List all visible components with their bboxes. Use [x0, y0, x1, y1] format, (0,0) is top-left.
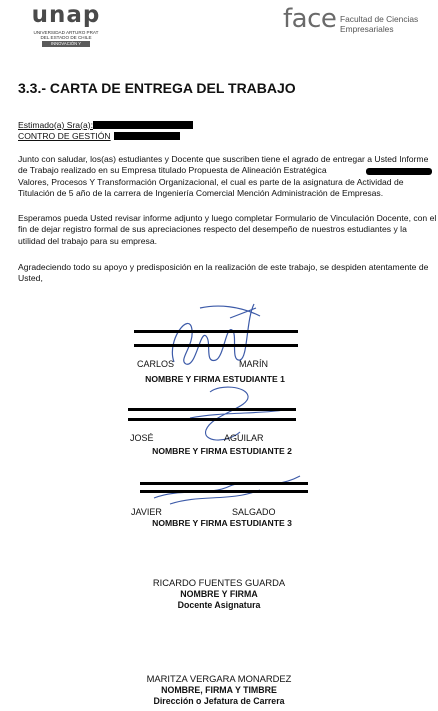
teacher-role: Docente Asignatura	[177, 600, 261, 610]
face-logo-subtitle-2: Empresariales	[340, 24, 394, 34]
student-2-first-name: JOSÉ	[130, 433, 154, 443]
paragraph-line: Junto con saludar, los(as) estudiantes y Docente que suscriben tiene el agrado de entregar a Usted Informe	[18, 154, 429, 164]
director-role: Dirección o Jefatura de Carrera	[153, 696, 285, 706]
paragraph-line: fin de dejar registro formal de sus apreciaciones respecto del desempeño de nuestros estudiantes y la	[18, 224, 407, 235]
paragraph-line: Titulación de 5 año de la carrera de Ingeniería Comercial Mención Administración de Empresas.	[18, 187, 384, 198]
redaction-bar	[134, 344, 298, 347]
student-3-label: NOMBRE Y FIRMA ESTUDIANTE 3	[152, 518, 292, 528]
student-2-label: NOMBRE Y FIRMA ESTUDIANTE 2	[152, 446, 292, 456]
student-1-label: NOMBRE Y FIRMA ESTUDIANTE 1	[145, 374, 285, 384]
paragraph-line: Usted,	[18, 273, 43, 284]
redaction-bar	[128, 408, 296, 411]
face-logo-subtitle-1: Facultad de Ciencias	[340, 14, 419, 24]
redaction-bar	[140, 490, 308, 493]
unap-logo-subtitle-1: UNIVERSIDAD ARTURO PRAT	[33, 30, 99, 35]
signature-scribble-3	[150, 468, 310, 508]
redaction-bar	[128, 418, 296, 421]
paragraph-line: Valores, Procesos Y Transformación Organizacional, el cual es parte de la asignatura de Actividad de	[18, 176, 404, 187]
student-1-first-name: CARLOS	[137, 359, 175, 369]
director-label: NOMBRE, FIRMA Y TIMBRE	[161, 685, 277, 695]
recipient-salutation: Estimado(a) Sra(a):	[18, 120, 93, 130]
teacher-name: RICARDO FUENTES GUARDA	[152, 577, 286, 588]
student-1-last-name: MARÍN	[239, 359, 268, 369]
redaction-bar	[134, 330, 298, 333]
unap-logo-wordmark: unap	[31, 2, 101, 28]
student-3-last-name: SALGADO	[232, 507, 276, 517]
document-title: 3.3.- CARTA DE ENTREGA DEL TRABAJO	[18, 80, 296, 96]
unap-logo-badge: INNOVACIÓN Y TRADICIÓN	[42, 41, 90, 47]
paragraph-closing	[18, 262, 430, 285]
paragraph-intro	[18, 154, 430, 199]
recipient-organization: CONTRO DE GESTIÓN	[18, 131, 111, 141]
paragraph-line: utilidad del trabajo para su empresa.	[18, 235, 158, 246]
redaction-bar	[114, 132, 180, 140]
paragraph-request	[18, 213, 437, 247]
redaction-bar	[366, 168, 432, 175]
director-name: MARITZA VERGARA MONARDEZ	[146, 673, 292, 684]
unap-logo-subtitle-2: DEL ESTADO DE CHILE	[40, 35, 92, 40]
student-2-last-name: AGUILAR	[224, 433, 264, 443]
teacher-label: NOMBRE Y FIRMA	[180, 589, 258, 599]
paragraph-line: de Trabajo realizado en su Empresa titulado Propuesta de Alineación Estratégica	[18, 165, 327, 176]
student-3-first-name: JAVIER	[131, 507, 162, 517]
redaction-bar	[140, 482, 308, 485]
paragraph-line: Agradeciendo todo su apoyo y predisposición en la realización de este trabajo, se despiden atentamente de	[18, 262, 429, 272]
paragraph-line: Esperamos pueda Usted revisar informe adjunto y luego completar Formulario de Vinculación Docente, con el	[18, 213, 437, 223]
face-logo-wordmark: face	[283, 4, 337, 34]
redaction-bar	[93, 121, 193, 129]
